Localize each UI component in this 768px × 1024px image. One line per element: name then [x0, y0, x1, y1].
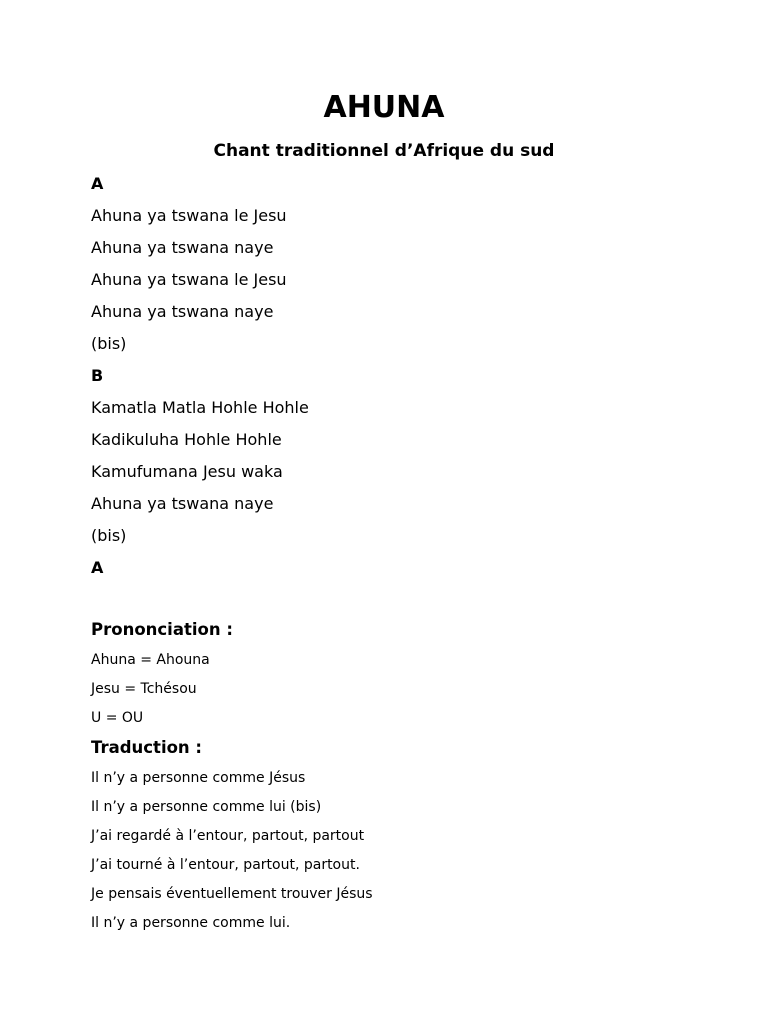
- lyric-line: (bis): [91, 526, 127, 545]
- lyric-line: Ahuna ya tswana naye: [91, 238, 274, 257]
- translation-list: [91, 768, 711, 942]
- translation-line: Il n’y a personne comme lui.: [91, 915, 291, 931]
- lyric-line: Ahuna ya tswana naye: [91, 494, 274, 513]
- lyric-line: Ahuna ya tswana le Jesu: [91, 270, 287, 289]
- document-title: AHUNA: [323, 90, 445, 125]
- translation-line: Je pensais éventuellement trouver Jésus: [91, 886, 373, 902]
- lyric-line: Ahuna ya tswana naye: [91, 302, 274, 321]
- lyric-line: (bis): [91, 334, 127, 353]
- translation-line: Il n’y a personne comme Jésus: [91, 770, 306, 786]
- section-marker: A: [91, 558, 104, 577]
- lyrics-block: [91, 172, 711, 588]
- pronunciation-item: U = OU: [91, 710, 144, 726]
- translation-line: J’ai tourné à l’entour, partout, partout.: [91, 857, 360, 873]
- section-marker: A: [91, 174, 104, 193]
- pronunciation-heading: Prononciation :: [91, 620, 233, 639]
- translation-heading: Traduction :: [91, 738, 203, 757]
- pronunciation-list: [91, 650, 711, 737]
- lyric-line: Ahuna ya tswana le Jesu: [91, 206, 287, 225]
- lyric-line: Kamufumana Jesu waka: [91, 462, 283, 481]
- lyric-line: Kamatla Matla Hohle Hohle: [91, 398, 309, 417]
- translation-line: Il n’y a personne comme lui (bis): [91, 799, 322, 815]
- section-marker: B: [91, 366, 104, 385]
- translation-line: J’ai regardé à l’entour, partout, partout: [91, 828, 365, 844]
- pronunciation-item: Ahuna = Ahouna: [91, 652, 210, 668]
- document-subtitle: Chant traditionnel d’Afrique du sud: [213, 141, 555, 161]
- lyric-line: Kadikuluha Hohle Hohle: [91, 430, 282, 449]
- pronunciation-item: Jesu = Tchésou: [91, 681, 197, 697]
